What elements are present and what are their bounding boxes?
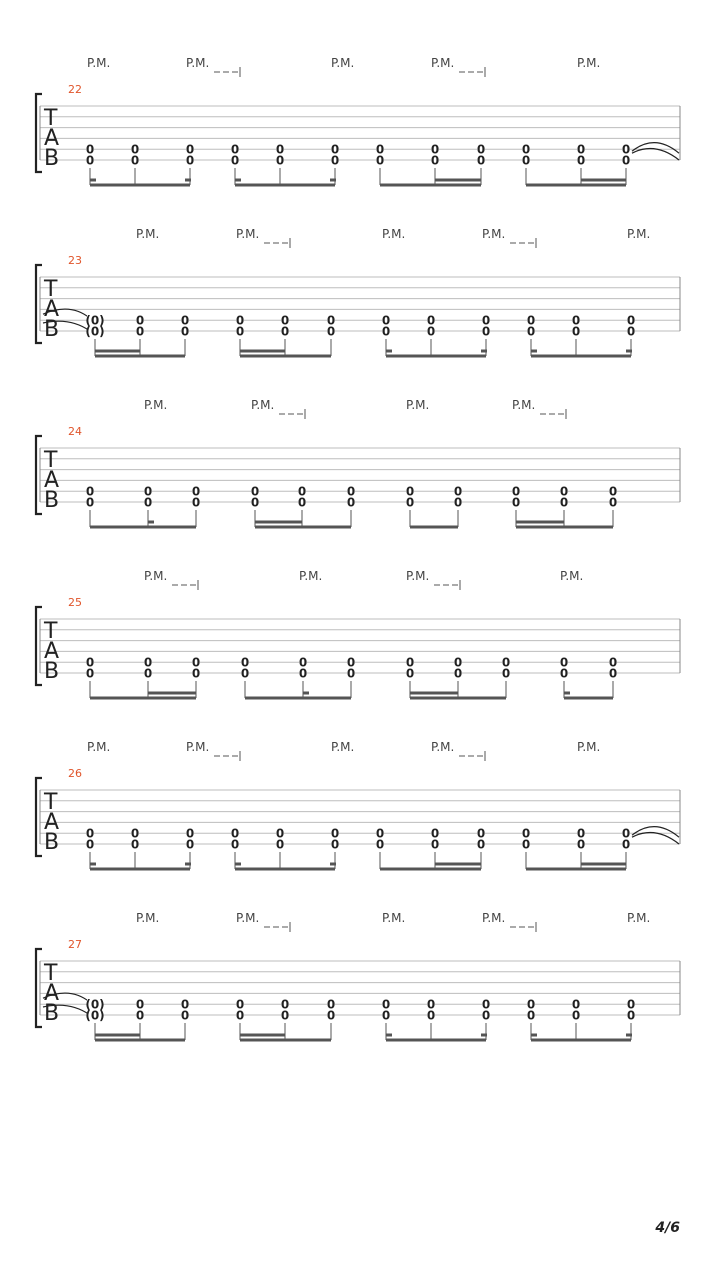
fret-number: 0 xyxy=(326,324,336,339)
fret-number: 0 xyxy=(381,1008,391,1023)
palm-mute-label: P.M. xyxy=(512,398,536,412)
fret-number: 0 xyxy=(85,484,95,499)
fret-number: 0 xyxy=(250,495,260,510)
tab-clef-letter: T xyxy=(44,619,58,644)
fret-number: 0 xyxy=(426,997,436,1012)
fret-number: 0 xyxy=(235,997,245,1012)
fret-number: 0 xyxy=(180,324,190,339)
fret-number: 0 xyxy=(346,484,356,499)
fret-number: 0 xyxy=(511,495,521,510)
fret-number: (0) xyxy=(85,997,105,1012)
fret-number: 0 xyxy=(476,826,486,841)
fret-number: 0 xyxy=(326,997,336,1012)
fret-number: 0 xyxy=(180,997,190,1012)
palm-mute-label: P.M. xyxy=(560,569,584,583)
fret-number: 0 xyxy=(298,666,308,681)
measure-number: 24 xyxy=(68,425,82,438)
tie-out-arc xyxy=(632,143,679,154)
fret-number: 0 xyxy=(143,495,153,510)
measure-number: 23 xyxy=(68,254,82,267)
fret-number: (0) xyxy=(85,1008,105,1023)
palm-mute-label: P.M. xyxy=(236,227,260,241)
fret-number: 0 xyxy=(453,484,463,499)
tab-clef-letter: B xyxy=(44,1001,60,1026)
palm-mute-label: P.M. xyxy=(482,227,506,241)
palm-mute-label: P.M. xyxy=(577,740,601,754)
fret-number: 0 xyxy=(135,313,145,328)
fret-number: 0 xyxy=(185,153,195,168)
palm-mute-label: P.M. xyxy=(577,56,601,70)
palm-mute-label: P.M. xyxy=(186,56,210,70)
fret-number: 0 xyxy=(135,1008,145,1023)
palm-mute-label: P.M. xyxy=(136,911,160,925)
tab-clef-letter: A xyxy=(44,126,60,151)
fret-number: 0 xyxy=(381,324,391,339)
fret-number: 0 xyxy=(621,837,631,852)
fret-number: 0 xyxy=(521,153,531,168)
palm-mute-label: P.M. xyxy=(382,227,406,241)
palm-mute-label: P.M. xyxy=(144,569,168,583)
fret-number: 0 xyxy=(426,324,436,339)
fret-number: 0 xyxy=(526,324,536,339)
fret-number: 0 xyxy=(180,1008,190,1023)
fret-number: 0 xyxy=(275,142,285,157)
palm-mute-label: P.M. xyxy=(186,740,210,754)
fret-number: 0 xyxy=(571,324,581,339)
fret-number: 0 xyxy=(621,826,631,841)
palm-mute-label: P.M. xyxy=(331,740,355,754)
fret-number: 0 xyxy=(297,484,307,499)
fret-number: 0 xyxy=(405,495,415,510)
fret-number: 0 xyxy=(326,1008,336,1023)
fret-number: 0 xyxy=(453,655,463,670)
fret-number: 0 xyxy=(346,655,356,670)
fret-number: 0 xyxy=(230,142,240,157)
fret-number: 0 xyxy=(381,313,391,328)
fret-number: 0 xyxy=(235,313,245,328)
tie-out-arc xyxy=(632,833,679,844)
fret-number: 0 xyxy=(476,837,486,852)
fret-number: 0 xyxy=(143,484,153,499)
fret-number: 0 xyxy=(426,1008,436,1023)
palm-mute-label: P.M. xyxy=(144,398,168,412)
fret-number: 0 xyxy=(275,153,285,168)
tab-clef-letter: B xyxy=(44,659,60,684)
palm-mute-label: P.M. xyxy=(482,911,506,925)
fret-number: 0 xyxy=(135,324,145,339)
tab-clef-letter: A xyxy=(44,639,60,664)
fret-number: 0 xyxy=(85,142,95,157)
tab-clef-letter: A xyxy=(44,297,60,322)
tab-clef-letter: B xyxy=(44,317,60,342)
tie-out-arc xyxy=(632,149,679,160)
tab-clef-letter: A xyxy=(44,468,60,493)
tab-clef-letter: A xyxy=(44,810,60,835)
tab-clef-letter: B xyxy=(44,146,60,171)
fret-number: 0 xyxy=(576,826,586,841)
fret-number: 0 xyxy=(375,837,385,852)
fret-number: 0 xyxy=(235,324,245,339)
fret-number: 0 xyxy=(297,495,307,510)
measure-number: 22 xyxy=(68,83,82,96)
fret-number: 0 xyxy=(481,997,491,1012)
fret-number: 0 xyxy=(240,666,250,681)
fret-number: 0 xyxy=(280,1008,290,1023)
fret-number: 0 xyxy=(130,142,140,157)
fret-number: 0 xyxy=(375,142,385,157)
fret-number: 0 xyxy=(405,484,415,499)
fret-number: 0 xyxy=(298,655,308,670)
fret-number: 0 xyxy=(608,495,618,510)
fret-number: 0 xyxy=(375,153,385,168)
page-number: 4/6 xyxy=(655,1220,680,1236)
measure-number: 25 xyxy=(68,596,82,609)
fret-number: 0 xyxy=(453,495,463,510)
palm-mute-label: P.M. xyxy=(431,740,455,754)
palm-mute-label: P.M. xyxy=(299,569,323,583)
fret-number: 0 xyxy=(191,495,201,510)
palm-mute-label: P.M. xyxy=(406,398,430,412)
fret-number: 0 xyxy=(526,997,536,1012)
fret-number: 0 xyxy=(275,826,285,841)
fret-number: 0 xyxy=(453,666,463,681)
fret-number: 0 xyxy=(481,313,491,328)
fret-number: (0) xyxy=(85,324,105,339)
fret-number: 0 xyxy=(511,484,521,499)
palm-mute-label: P.M. xyxy=(87,740,111,754)
fret-number: 0 xyxy=(330,837,340,852)
fret-number: 0 xyxy=(330,142,340,157)
fret-number: 0 xyxy=(85,826,95,841)
fret-number: 0 xyxy=(626,313,636,328)
palm-mute-label: P.M. xyxy=(331,56,355,70)
fret-number: 0 xyxy=(576,153,586,168)
fret-number: 0 xyxy=(608,666,618,681)
fret-number: 0 xyxy=(191,655,201,670)
fret-number: 0 xyxy=(130,153,140,168)
fret-number: 0 xyxy=(608,484,618,499)
fret-number: 0 xyxy=(130,826,140,841)
fret-number: 0 xyxy=(481,324,491,339)
fret-number: 0 xyxy=(476,153,486,168)
fret-number: 0 xyxy=(426,313,436,328)
fret-number: 0 xyxy=(476,142,486,157)
fret-number: 0 xyxy=(526,1008,536,1023)
fret-number: 0 xyxy=(185,837,195,852)
fret-number: 0 xyxy=(501,666,511,681)
tab-clef-letter: T xyxy=(44,448,58,473)
tab-clef-letter: T xyxy=(44,790,58,815)
fret-number: 0 xyxy=(85,655,95,670)
fret-number: 0 xyxy=(143,666,153,681)
fret-number: (0) xyxy=(85,313,105,328)
fret-number: 0 xyxy=(330,826,340,841)
palm-mute-label: P.M. xyxy=(251,398,275,412)
fret-number: 0 xyxy=(346,666,356,681)
fret-number: 0 xyxy=(346,495,356,510)
palm-mute-label: P.M. xyxy=(406,569,430,583)
fret-number: 0 xyxy=(230,153,240,168)
fret-number: 0 xyxy=(85,666,95,681)
tab-clef-letter: B xyxy=(44,488,60,513)
fret-number: 0 xyxy=(185,826,195,841)
fret-number: 0 xyxy=(240,655,250,670)
fret-number: 0 xyxy=(191,484,201,499)
fret-number: 0 xyxy=(430,142,440,157)
palm-mute-label: P.M. xyxy=(382,911,406,925)
fret-number: 0 xyxy=(430,153,440,168)
fret-number: 0 xyxy=(521,837,531,852)
fret-number: 0 xyxy=(621,142,631,157)
tab-clef-letter: B xyxy=(44,830,60,855)
fret-number: 0 xyxy=(430,826,440,841)
fret-number: 0 xyxy=(576,837,586,852)
palm-mute-label: P.M. xyxy=(136,227,160,241)
fret-number: 0 xyxy=(481,1008,491,1023)
fret-number: 0 xyxy=(280,324,290,339)
fret-number: 0 xyxy=(185,142,195,157)
fret-number: 0 xyxy=(230,837,240,852)
fret-number: 0 xyxy=(626,324,636,339)
fret-number: 0 xyxy=(559,655,569,670)
fret-number: 0 xyxy=(526,313,536,328)
fret-number: 0 xyxy=(330,153,340,168)
fret-number: 0 xyxy=(85,153,95,168)
palm-mute-label: P.M. xyxy=(87,56,111,70)
fret-number: 0 xyxy=(571,1008,581,1023)
measure-number: 26 xyxy=(68,767,82,780)
fret-number: 0 xyxy=(230,826,240,841)
fret-number: 0 xyxy=(501,655,511,670)
fret-number: 0 xyxy=(559,666,569,681)
palm-mute-label: P.M. xyxy=(431,56,455,70)
fret-number: 0 xyxy=(326,313,336,328)
fret-number: 0 xyxy=(180,313,190,328)
fret-number: 0 xyxy=(280,313,290,328)
fret-number: 0 xyxy=(191,666,201,681)
tab-clef-letter: T xyxy=(44,961,58,986)
fret-number: 0 xyxy=(235,1008,245,1023)
fret-number: 0 xyxy=(571,313,581,328)
fret-number: 0 xyxy=(430,837,440,852)
fret-number: 0 xyxy=(521,142,531,157)
fret-number: 0 xyxy=(626,997,636,1012)
fret-number: 0 xyxy=(280,997,290,1012)
tab-clef-letter: A xyxy=(44,981,60,1006)
fret-number: 0 xyxy=(405,666,415,681)
palm-mute-label: P.M. xyxy=(236,911,260,925)
fret-number: 0 xyxy=(626,1008,636,1023)
fret-number: 0 xyxy=(576,142,586,157)
fret-number: 0 xyxy=(521,826,531,841)
fret-number: 0 xyxy=(130,837,140,852)
fret-number: 0 xyxy=(571,997,581,1012)
fret-number: 0 xyxy=(381,997,391,1012)
measure-number: 27 xyxy=(68,938,82,951)
tie-out-arc xyxy=(632,827,679,838)
fret-number: 0 xyxy=(559,495,569,510)
fret-number: 0 xyxy=(250,484,260,499)
fret-number: 0 xyxy=(85,837,95,852)
fret-number: 0 xyxy=(621,153,631,168)
palm-mute-label: P.M. xyxy=(627,227,651,241)
fret-number: 0 xyxy=(405,655,415,670)
fret-number: 0 xyxy=(275,837,285,852)
fret-number: 0 xyxy=(135,997,145,1012)
fret-number: 0 xyxy=(85,495,95,510)
fret-number: 0 xyxy=(375,826,385,841)
tab-clef-letter: T xyxy=(44,106,58,131)
fret-number: 0 xyxy=(143,655,153,670)
fret-number: 0 xyxy=(559,484,569,499)
fret-number: 0 xyxy=(608,655,618,670)
palm-mute-label: P.M. xyxy=(627,911,651,925)
tab-clef-letter: T xyxy=(44,277,58,302)
